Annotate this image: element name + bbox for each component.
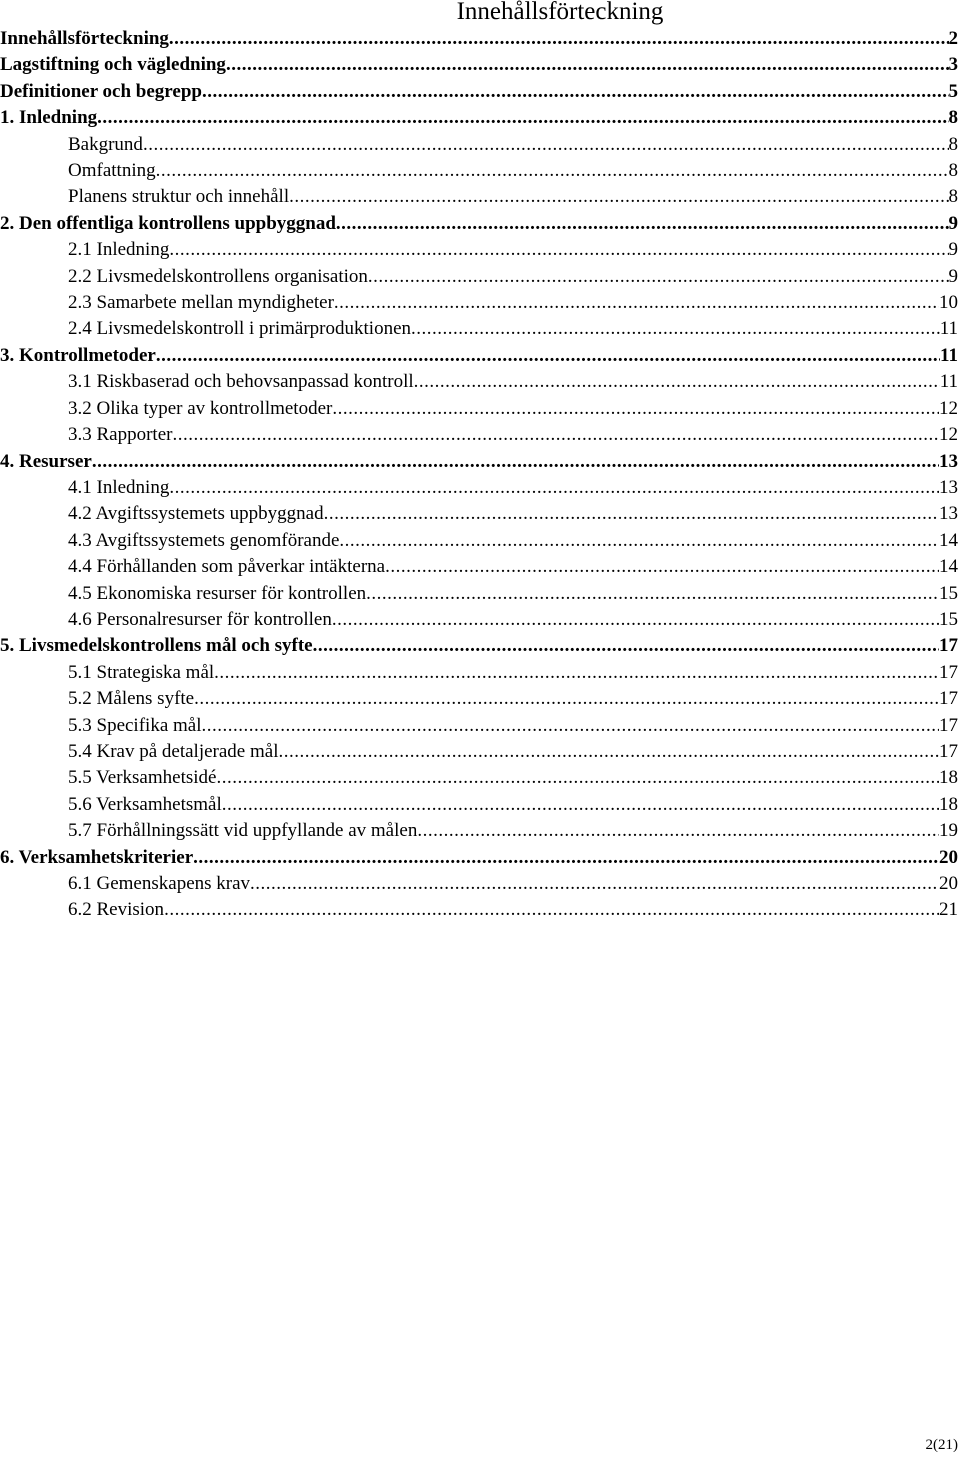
- toc-entry[interactable]: [0, 475, 958, 501]
- toc-entry-page: 13: [939, 450, 958, 472]
- dot-leader: [193, 845, 939, 871]
- toc-entry-page: 13: [939, 503, 958, 525]
- toc-entry[interactable]: [0, 739, 958, 765]
- dot-leader: [385, 554, 939, 580]
- toc-entry-page: 18: [939, 793, 958, 815]
- toc-entry-page: 17: [939, 688, 958, 710]
- toc-entry-title: 2.2 Livsmedelskontrollens organisation: [68, 265, 368, 287]
- toc-entry-title: 2.3 Samarbete mellan myndigheter: [68, 292, 334, 314]
- toc-entry-page: 17: [939, 740, 958, 762]
- toc-entry-title: Omfattning: [68, 160, 156, 182]
- dot-leader: [164, 897, 939, 923]
- page-title: Innehållsförteckning: [456, 0, 664, 25]
- toc-entry[interactable]: [0, 581, 958, 607]
- toc-entry[interactable]: [0, 290, 958, 316]
- dot-leader: [324, 501, 939, 527]
- toc-entry-page: 17: [939, 714, 958, 736]
- toc-entry-title: 3.1 Riskbaserad och behovsanpassad kontroll: [68, 371, 414, 393]
- dot-leader: [156, 158, 949, 184]
- toc-entry[interactable]: [0, 449, 958, 475]
- toc-entry-page: 12: [939, 397, 958, 419]
- toc-entry[interactable]: [0, 765, 958, 791]
- toc-entry-page: 9: [948, 212, 958, 234]
- toc-entry-title: 5.7 Förhållningssätt vid uppfyllande av målen: [68, 820, 418, 842]
- toc-entry-title: Innehållsförteckning: [0, 28, 169, 49]
- toc-entry-page: 19: [939, 820, 958, 842]
- toc-entry-page: 20: [939, 873, 958, 894]
- toc-entry-page: 11: [939, 371, 958, 393]
- toc-entry-title: 6. Verksamhetskriterier: [0, 846, 194, 868]
- toc-entry-page: 8: [948, 160, 958, 182]
- toc-entry[interactable]: [0, 554, 958, 580]
- toc-entry-title: 4.1 Inledning: [68, 476, 170, 498]
- toc-entry-page: 3: [948, 54, 958, 76]
- dot-leader: [216, 765, 939, 791]
- toc-entry[interactable]: [0, 897, 958, 923]
- dot-leader: [336, 211, 949, 237]
- toc-entry[interactable]: [0, 871, 958, 897]
- dot-leader: [169, 237, 948, 263]
- toc-entry-page: 18: [939, 767, 958, 789]
- toc-entry-page: 15: [939, 582, 958, 604]
- dot-leader: [156, 343, 940, 369]
- toc-entry-page: 10: [939, 292, 958, 314]
- toc-entry[interactable]: [0, 237, 958, 263]
- dot-leader: [172, 422, 939, 448]
- toc-entry-title: 5.6 Verksamhetsmål: [68, 793, 222, 815]
- toc-entry-title: 4.6 Personalresurser för kontrollen: [68, 608, 332, 630]
- toc-entry[interactable]: [0, 845, 958, 871]
- toc-entry-title: Planens struktur och innehåll: [68, 186, 290, 208]
- toc-entry-title: 5.3 Specifika mål: [68, 714, 202, 736]
- toc-entry-title: 6.2 Revision: [68, 899, 165, 921]
- dot-leader: [411, 316, 940, 342]
- toc-entry[interactable]: [0, 79, 958, 105]
- toc-entry-page: 21: [939, 899, 958, 921]
- toc-entry-page: 14: [939, 556, 958, 578]
- toc-entry[interactable]: [0, 26, 958, 52]
- toc-entry[interactable]: [0, 422, 958, 448]
- toc-entry[interactable]: [0, 792, 958, 818]
- dot-leader: [222, 792, 939, 818]
- dot-leader: [169, 26, 949, 52]
- toc-entry-page: 9: [948, 265, 958, 287]
- toc-entry[interactable]: [0, 607, 958, 633]
- toc-entry-title: 2. Den offentliga kontrollens uppbyggnad: [0, 212, 336, 234]
- dot-leader: [417, 818, 939, 844]
- toc-entry-title: 5.5 Verksamhetsidé: [68, 767, 217, 789]
- toc-entry[interactable]: [0, 105, 958, 131]
- toc-entry-title: 3.2 Olika typer av kontrollmetoder: [68, 397, 333, 419]
- toc-entry-title: 5.2 Målens syfte: [68, 688, 195, 710]
- toc-entry-title: 3.3 Rapporter: [68, 424, 173, 446]
- toc-entry-title: 6.1 Gemenskapens krav: [68, 873, 251, 894]
- dot-leader: [278, 739, 939, 765]
- dot-leader: [313, 633, 939, 659]
- dot-leader: [194, 686, 939, 712]
- toc-entry-title: 4.4 Förhållanden som påverkar intäkterna: [68, 556, 386, 578]
- toc-entry[interactable]: [0, 818, 958, 844]
- toc-entry-title: 4. Resurser: [0, 450, 92, 472]
- dot-leader: [202, 79, 949, 105]
- toc-entry-page: 8: [948, 186, 958, 208]
- toc-entry-page: 14: [939, 529, 958, 551]
- toc-entry-title: 4.5 Ekonomiska resurser för kontrollen: [68, 582, 367, 604]
- toc-entry-page: 5: [948, 80, 958, 102]
- dot-leader: [339, 528, 939, 554]
- toc-entry-title: 5.1 Strategiska mål: [68, 661, 215, 683]
- dot-leader: [414, 369, 940, 395]
- toc-entry-page: 8: [948, 107, 958, 129]
- table-of-contents: [0, 26, 958, 924]
- toc-entry[interactable]: [0, 316, 958, 342]
- toc-entry-title: 5.4 Krav på detaljerade mål: [68, 740, 279, 762]
- toc-entry-title: 3. Kontrollmetoder: [0, 344, 156, 366]
- toc-entry-page: 8: [948, 133, 958, 155]
- toc-entry[interactable]: [0, 528, 958, 554]
- dot-leader: [334, 290, 939, 316]
- dot-leader: [366, 581, 939, 607]
- toc-entry[interactable]: [0, 158, 958, 184]
- toc-entry[interactable]: [0, 343, 958, 369]
- toc-entry[interactable]: [0, 501, 958, 527]
- dot-leader: [202, 713, 940, 739]
- dot-leader: [226, 52, 949, 78]
- toc-entry[interactable]: [0, 396, 958, 422]
- dot-leader: [92, 449, 939, 475]
- dot-leader: [332, 396, 939, 422]
- toc-entry-page: 15: [939, 608, 958, 630]
- dot-leader: [214, 660, 939, 686]
- toc-entry-page: 17: [939, 661, 958, 683]
- toc-entry-title: Lagstiftning och vägledning: [0, 54, 226, 76]
- toc-entry[interactable]: [0, 369, 958, 395]
- dot-leader: [368, 264, 949, 290]
- toc-entry-title: 4.3 Avgiftssystemets genomförande: [68, 529, 340, 551]
- toc-entry[interactable]: [0, 264, 958, 290]
- toc-entry-title: Bakgrund: [68, 133, 143, 155]
- toc-entry-page: 12: [939, 424, 958, 446]
- toc-entry-page: 9: [948, 239, 958, 261]
- toc-entry[interactable]: [0, 686, 958, 712]
- toc-entry-page: 20: [939, 846, 958, 868]
- toc-entry-page: 13: [939, 476, 958, 498]
- toc-entry-page: 11: [939, 318, 958, 340]
- dot-leader: [169, 475, 939, 501]
- toc-entry-page: 2: [948, 28, 958, 49]
- dot-leader: [97, 105, 948, 131]
- toc-entry[interactable]: [0, 633, 958, 659]
- dot-leader: [332, 607, 939, 633]
- page-number: 2(21): [925, 1437, 958, 1453]
- toc-entry-title: 1. Inledning: [0, 107, 98, 129]
- toc-entry-title: Definitioner och begrepp: [0, 80, 202, 102]
- toc-entry-title: 2.1 Inledning: [68, 239, 170, 261]
- toc-entry-page: 11: [940, 344, 958, 366]
- toc-entry-title: 2.4 Livsmedelskontroll i primärproduktionen: [68, 318, 412, 340]
- toc-entry-title: 5. Livsmedelskontrollens mål och syfte: [0, 635, 313, 657]
- toc-entry-page: 17: [939, 635, 958, 657]
- toc-entry-title: 4.2 Avgiftssystemets uppbyggnad: [68, 503, 324, 525]
- toc-entry[interactable]: [0, 211, 958, 237]
- dot-leader: [143, 132, 949, 158]
- toc-entry[interactable]: [0, 713, 958, 739]
- dot-leader: [250, 871, 939, 897]
- toc-entry[interactable]: [0, 52, 958, 78]
- toc-entry[interactable]: [0, 660, 958, 686]
- toc-entry[interactable]: [0, 132, 958, 158]
- toc-entry[interactable]: [0, 184, 958, 210]
- dot-leader: [289, 184, 948, 210]
